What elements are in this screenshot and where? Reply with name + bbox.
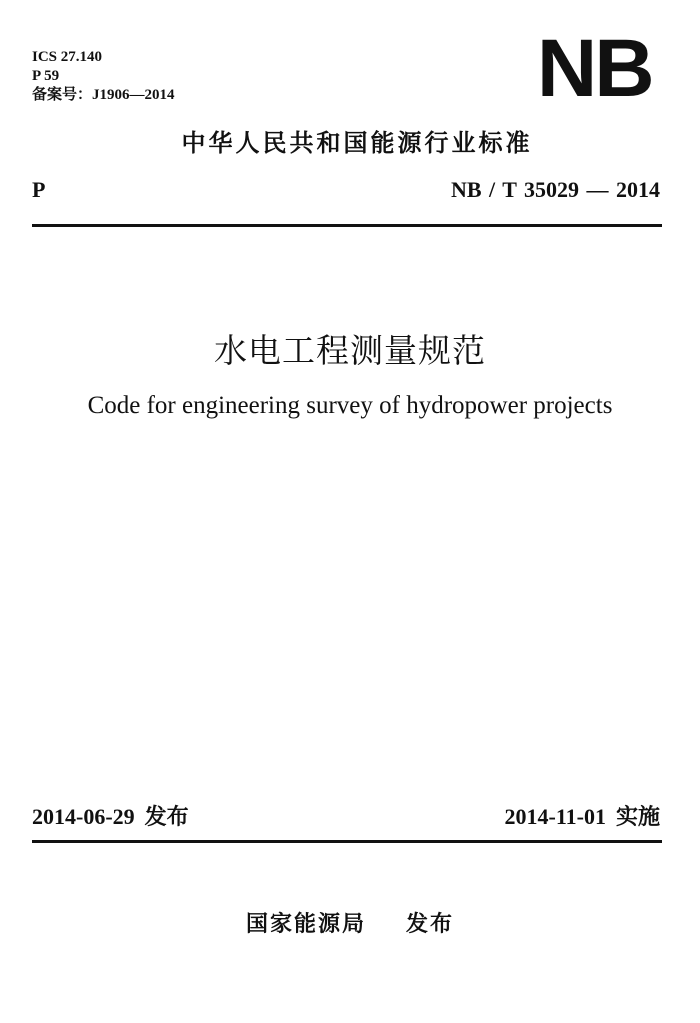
implement-date-block [505,802,660,833]
publish-date-block [32,802,189,833]
top-divider [32,224,662,227]
nb-logo: NB [536,23,652,114]
category-letter: P [32,177,46,202]
document-title-en: Code for engineering survey of hydropower projects [87,392,613,419]
standard-type-heading: 中华人民共和国能源行业标准 [181,129,533,157]
standard-number: NB / T 35029 — 2014 [450,177,660,202]
issuer-name: 国家能源局 [245,912,366,937]
bottom-divider [32,840,662,843]
publish-date: 2014-06-29 [32,804,135,829]
issuer-line [0,910,700,940]
document-title-cn: 水电工程测量规范 [214,331,486,370]
publish-label: 发布 [144,805,189,830]
classification-code: P 59 [32,68,60,84]
implement-date: 2014-11-01 [504,804,606,829]
filing-number: 备案号：J1906—2014 [32,87,175,103]
issuer-action: 发布 [406,912,455,937]
standard-metadata [32,48,175,105]
ics-code: ICS 27.140 [32,49,103,65]
implement-label: 实施 [615,805,660,830]
